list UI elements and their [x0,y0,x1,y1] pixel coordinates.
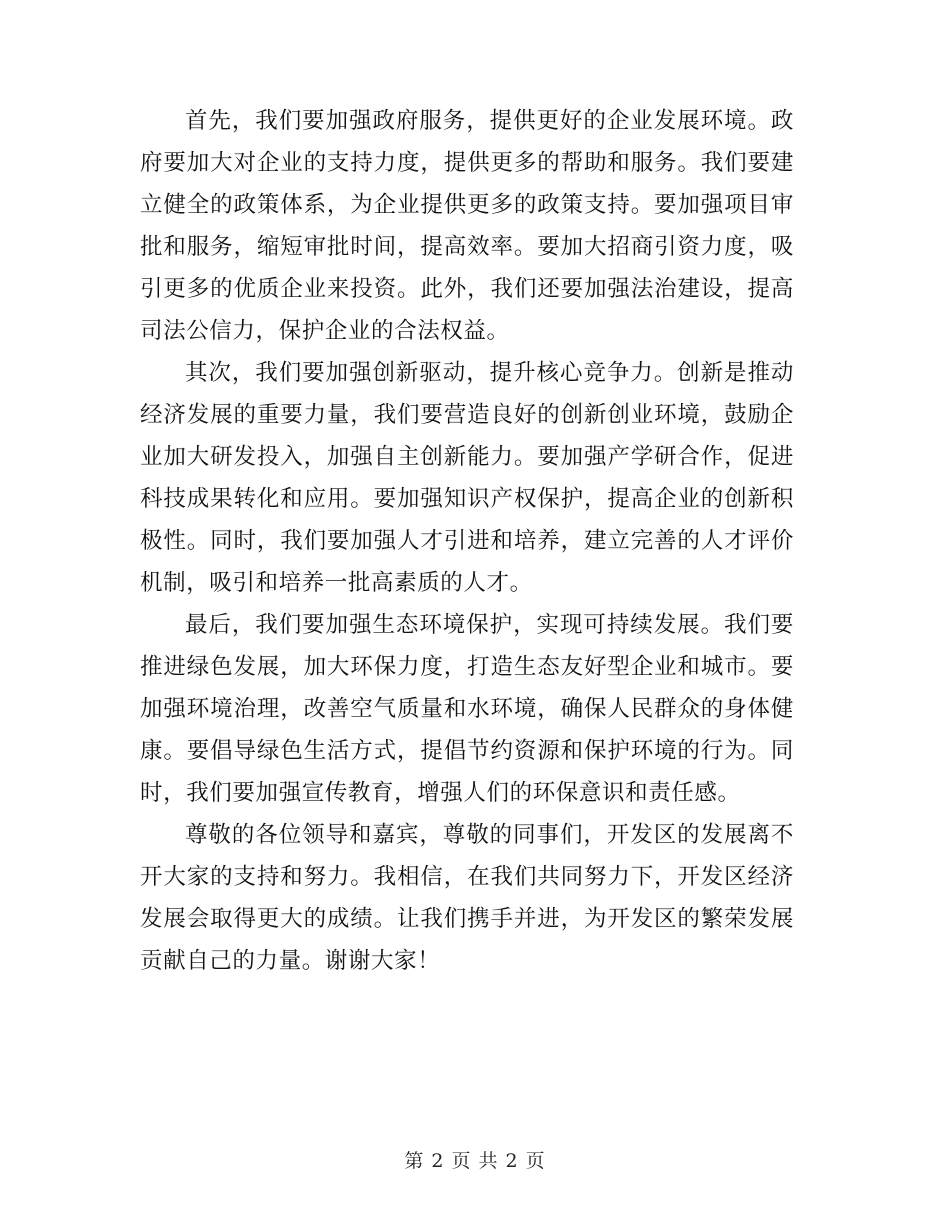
page-number-footer: 第 2 页 共 2 页 [404,1150,546,1172]
paragraph-closing: 尊敬的各位领导和嘉宾，尊敬的同事们，开发区的发展离不开大家的支持和努力。我相信，在我们共同努力下，开发区经济发展会取得更大的成绩。让我们携手并进，为开发区的繁荣发展贡献自己的力量。谢谢大家！ [140,822,794,974]
document-body [140,100,794,982]
paragraph-innovation: 其次，我们要加强创新驱动，提升核心竞争力。创新是推动经济发展的重要力量，我们要营造良好的创新创业环境，鼓励企业加大研发投入，加强自主创新能力。要加强产学研合作，促进科技成果转化和应用。要加强知识产权保护，提高企业的创新积极性。同时，我们要加强人才引进和培养，建立完善的人才评价机制，吸引和培养一批高素质的人才。 [140,360,794,596]
paragraph-government-services: 首先，我们要加强政府服务，提供更好的企业发展环境。政府要加大对企业的支持力度，提供更多的帮助和服务。我们要建立健全的政策体系，为企业提供更多的政策支持。要加强项目审批和服务，缩短审批时间，提高效率。要加大招商引资力度，吸引更多的优质企业来投资。此外，我们还要加强法治建设，提高司法公信力，保护企业的合法权益。 [140,108,794,344]
paragraph-ecology: 最后，我们要加强生态环境保护，实现可持续发展。我们要推进绿色发展，加大环保力度，打造生态友好型企业和城市。要加强环境治理，改善空气质量和水环境，确保人民群众的身体健康。要倡导绿色生活方式，提倡节约资源和保护环境的行为。同时，我们要加强宣传教育，增强人们的环保意识和责任感。 [140,612,794,806]
